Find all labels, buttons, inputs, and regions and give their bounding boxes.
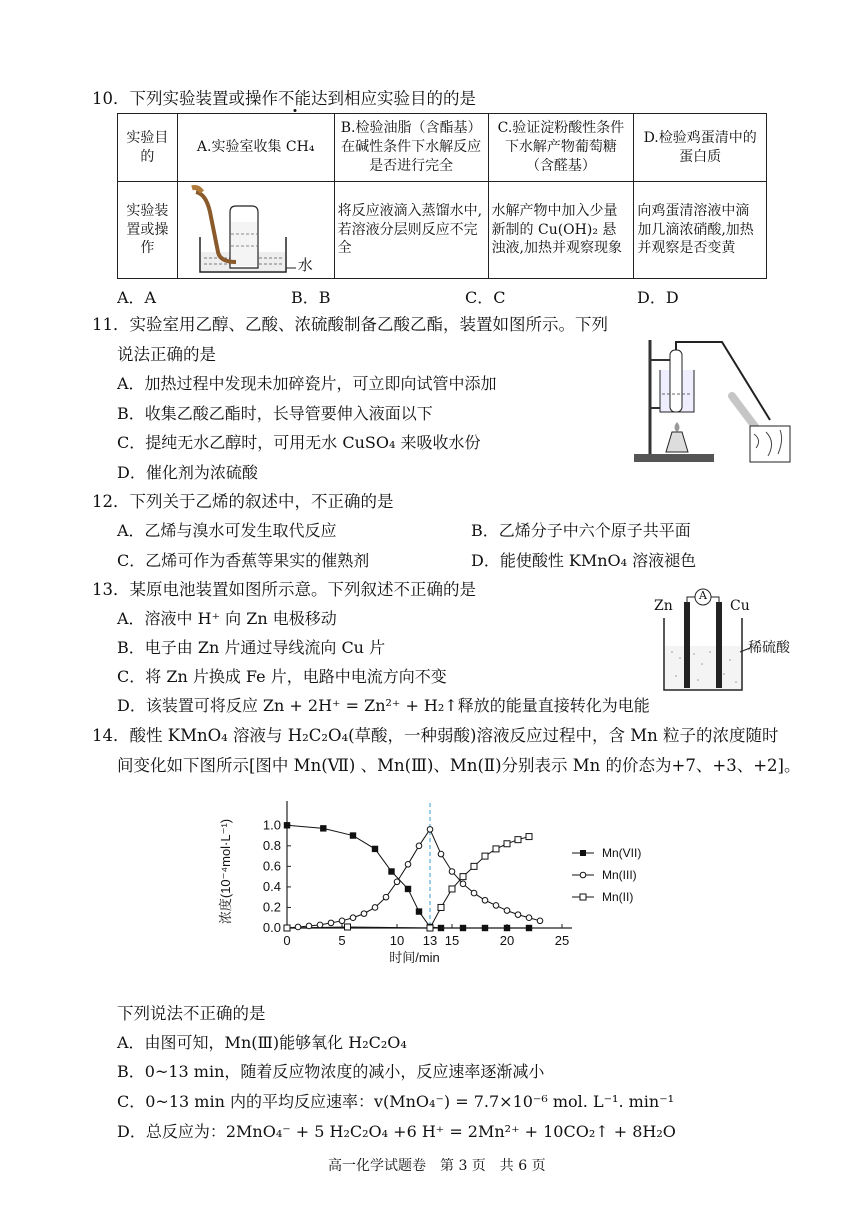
q10-table: [117, 113, 767, 279]
legend-marker: [580, 872, 586, 878]
data-point: [504, 908, 510, 914]
data-point: [372, 846, 378, 852]
cu-label: Cu: [730, 598, 750, 614]
q12-stem: 12．下列关于乙烯的叙述中，不正确的是: [92, 492, 394, 511]
data-point: [515, 912, 521, 918]
series-line-0: [287, 825, 529, 928]
data-point: [438, 851, 444, 857]
cell-a-goal: A.实验室收集 CH₄: [177, 114, 334, 182]
y-tick-label: 0.2: [262, 899, 281, 915]
q10-stem-post: 达到相应实验目的的是: [311, 89, 476, 108]
data-point: [361, 911, 367, 917]
q11-stem-line2: 说法正确的是: [117, 345, 216, 364]
q14-sub-question: 下列说法不正确的是: [117, 1004, 266, 1023]
q11-option-c: C．提纯无水乙醇时，可用无水 CuSO₄ 来吸收水份: [117, 433, 481, 452]
q11-stem-line1: 11．实验室用乙醇、乙酸、浓硫酸制备乙酸乙酯，装置如图所示。下列: [92, 315, 608, 334]
acid-label: 稀硫酸: [748, 640, 790, 656]
meter-label: A: [699, 589, 707, 602]
data-point: [526, 915, 532, 921]
cell-b-operation: 将反应液滴入蒸馏水中,若溶液分层则反应不完全: [334, 182, 488, 279]
y-tick-label: 1.0: [262, 817, 281, 833]
q10-stem-emphasis: 不能: [278, 89, 311, 108]
data-point: [339, 918, 345, 924]
data-point: [416, 843, 422, 849]
data-point: [449, 869, 455, 875]
cell-a-apparatus: [177, 182, 334, 279]
data-point: [284, 822, 290, 828]
q12-option-b: B．乙烯分子中六个原子共平面: [471, 521, 691, 540]
data-point: [328, 920, 334, 926]
table-head-goal: 实验目的: [118, 114, 178, 182]
data-point: [460, 881, 466, 887]
table-head-setup: 实验装置或操作: [118, 182, 178, 279]
data-point: [438, 904, 444, 910]
galvanic-cell-figure: [650, 588, 800, 698]
data-point: [427, 925, 433, 931]
data-point: [388, 868, 394, 874]
x-tick-label: 10: [389, 933, 405, 948]
data-point: [482, 853, 488, 859]
q13-option-d: D．该装置可将反应 Zn + 2H⁺ = Zn²⁺ + H₂↑释放的能量直接转化为电能: [117, 696, 650, 715]
data-point: [504, 925, 510, 931]
data-point: [504, 841, 510, 847]
data-point: [405, 862, 411, 868]
ester-apparatus-figure: [632, 336, 802, 466]
q14-stem-line2: 间变化如下图所示[图中 Mn(Ⅶ) 、Mn(Ⅲ)、Mn(Ⅱ)分别表示 Mn 的价态为+7、+3、+2]。: [117, 756, 801, 775]
q13-option-b: B．电子由 Zn 片通过导线流向 Cu 片: [117, 638, 386, 657]
concentration-time-chart: [212, 795, 692, 985]
data-point: [482, 897, 488, 903]
legend-label: Mn(VII): [602, 846, 642, 860]
data-point: [394, 879, 400, 885]
cell-b-goal: B.检验油脂（含酯基）在碱性条件下水解反应是否进行完全: [334, 114, 488, 182]
x-tick-label: 25: [554, 933, 570, 948]
data-point: [405, 886, 411, 892]
q14-option-b: B．0~13 min，随着反应物浓度的减小，反应速率逐渐减小: [117, 1062, 545, 1081]
cell-c-operation: 水解产物中加入少量新制的 Cu(OH)₂ 悬浊液,加热并观察现象: [488, 182, 634, 279]
data-point: [284, 925, 290, 931]
data-point: [317, 922, 323, 928]
q11-option-d: D．催化剂为浓硫酸: [117, 463, 258, 482]
zn-label: Zn: [654, 598, 673, 614]
q13-option-c: C．将 Zn 片换成 Fe 片，电路中电流方向不变: [117, 667, 447, 686]
y-tick-label: 0.6: [262, 858, 281, 874]
data-point: [482, 925, 488, 931]
data-point: [295, 924, 301, 930]
cell-d-operation: 向鸡蛋清溶液中滴加几滴浓硝酸,加热并观察是否变黄: [634, 182, 767, 279]
data-point: [526, 925, 532, 931]
data-point: [427, 827, 433, 833]
data-point: [416, 908, 422, 914]
q12-option-d: D．能使酸性 KMnO₄ 溶液褪色: [471, 551, 697, 570]
q10-option-d: D．D: [637, 288, 679, 307]
q14-stem-line1: 14．酸性 KMnO₄ 溶液与 H₂C₂O₄(草酸，一种弱酸)溶液反应过程中，含 Mn 粒子的浓度随时: [92, 726, 779, 745]
q11-option-a: A．加热过程中发现未加碎瓷片，可立即向试管中添加: [117, 374, 497, 393]
q10-option-b: B．B: [291, 288, 331, 307]
data-point: [350, 832, 356, 838]
data-point: [460, 874, 466, 880]
legend-label: Mn(III): [602, 868, 637, 882]
x-tick-label: 13: [422, 933, 438, 948]
data-point: [493, 903, 499, 909]
data-point: [526, 834, 532, 840]
data-point: [515, 837, 521, 843]
y-tick-label: 0.8: [262, 837, 281, 853]
q12-option-a: A．乙烯与溴水可发生取代反应: [117, 521, 337, 540]
data-point: [383, 894, 389, 900]
q10-stem: [92, 89, 476, 109]
data-point: [350, 915, 356, 921]
data-point: [471, 863, 477, 869]
legend-label: Mn(II): [602, 890, 634, 904]
q13-option-a: A．溶液中 H⁺ 向 Zn 电极移动: [117, 609, 337, 628]
x-tick-label: 5: [338, 933, 346, 948]
legend-marker: [580, 850, 586, 856]
data-point: [306, 923, 312, 929]
y-axis-label: 浓度(10⁻⁴mol·L⁻¹): [218, 818, 233, 925]
legend-marker: [580, 894, 586, 900]
y-tick-label: 0.0: [262, 920, 281, 935]
q14-option-a: A．由图可知，Mn(Ⅲ)能够氧化 H₂C₂O₄: [117, 1033, 407, 1052]
q14-option-d: D．总反应为：2MnO₄⁻ + 5 H₂C₂O₄ +6 H⁺ = 2Mn²⁺ + 10CO₂↑ + 8H₂O: [117, 1122, 676, 1141]
q13-stem: 13．某原电池装置如图所示意。下列叙述不正确的是: [92, 580, 476, 599]
series-line-1: [287, 829, 540, 928]
cell-c-goal: C.验证淀粉酸性条件下水解产物葡萄糖（含醛基）: [488, 114, 634, 182]
data-point: [537, 918, 543, 924]
data-point: [460, 925, 466, 931]
q14-option-c: C．0~13 min 内的平均反应速率：v(MnO₄⁻) = 7.7×10⁻⁶ mol. L⁻¹. min⁻¹: [117, 1092, 675, 1111]
data-point: [320, 825, 326, 831]
x-axis-label: 时间/min: [389, 950, 440, 965]
q11-option-b: B．收集乙酸乙酯时，长导管要伸入液面以下: [117, 404, 433, 423]
water-label: 水: [297, 256, 313, 274]
cell-d-goal: D.检验鸡蛋清中的蛋白质: [634, 114, 767, 182]
data-point: [345, 924, 351, 930]
data-point: [493, 846, 499, 852]
q10-option-c: C．C: [465, 288, 506, 307]
page-footer: 高一化学试题卷 第 3 页 共 6 页: [328, 1158, 546, 1174]
data-point: [372, 905, 378, 911]
x-tick-label: 15: [444, 933, 460, 948]
data-point: [438, 925, 444, 931]
q10-option-a: A．A: [117, 288, 157, 307]
x-tick-label: 0: [283, 933, 291, 948]
q12-option-c: C．乙烯可作为香蕉等果实的催熟剂: [117, 551, 370, 570]
data-point: [449, 886, 455, 892]
x-tick-label: 20: [499, 933, 515, 948]
q10-stem-pre: 10．下列实验装置或操作: [92, 89, 278, 108]
y-tick-label: 0.4: [262, 878, 281, 894]
data-point: [471, 890, 477, 896]
